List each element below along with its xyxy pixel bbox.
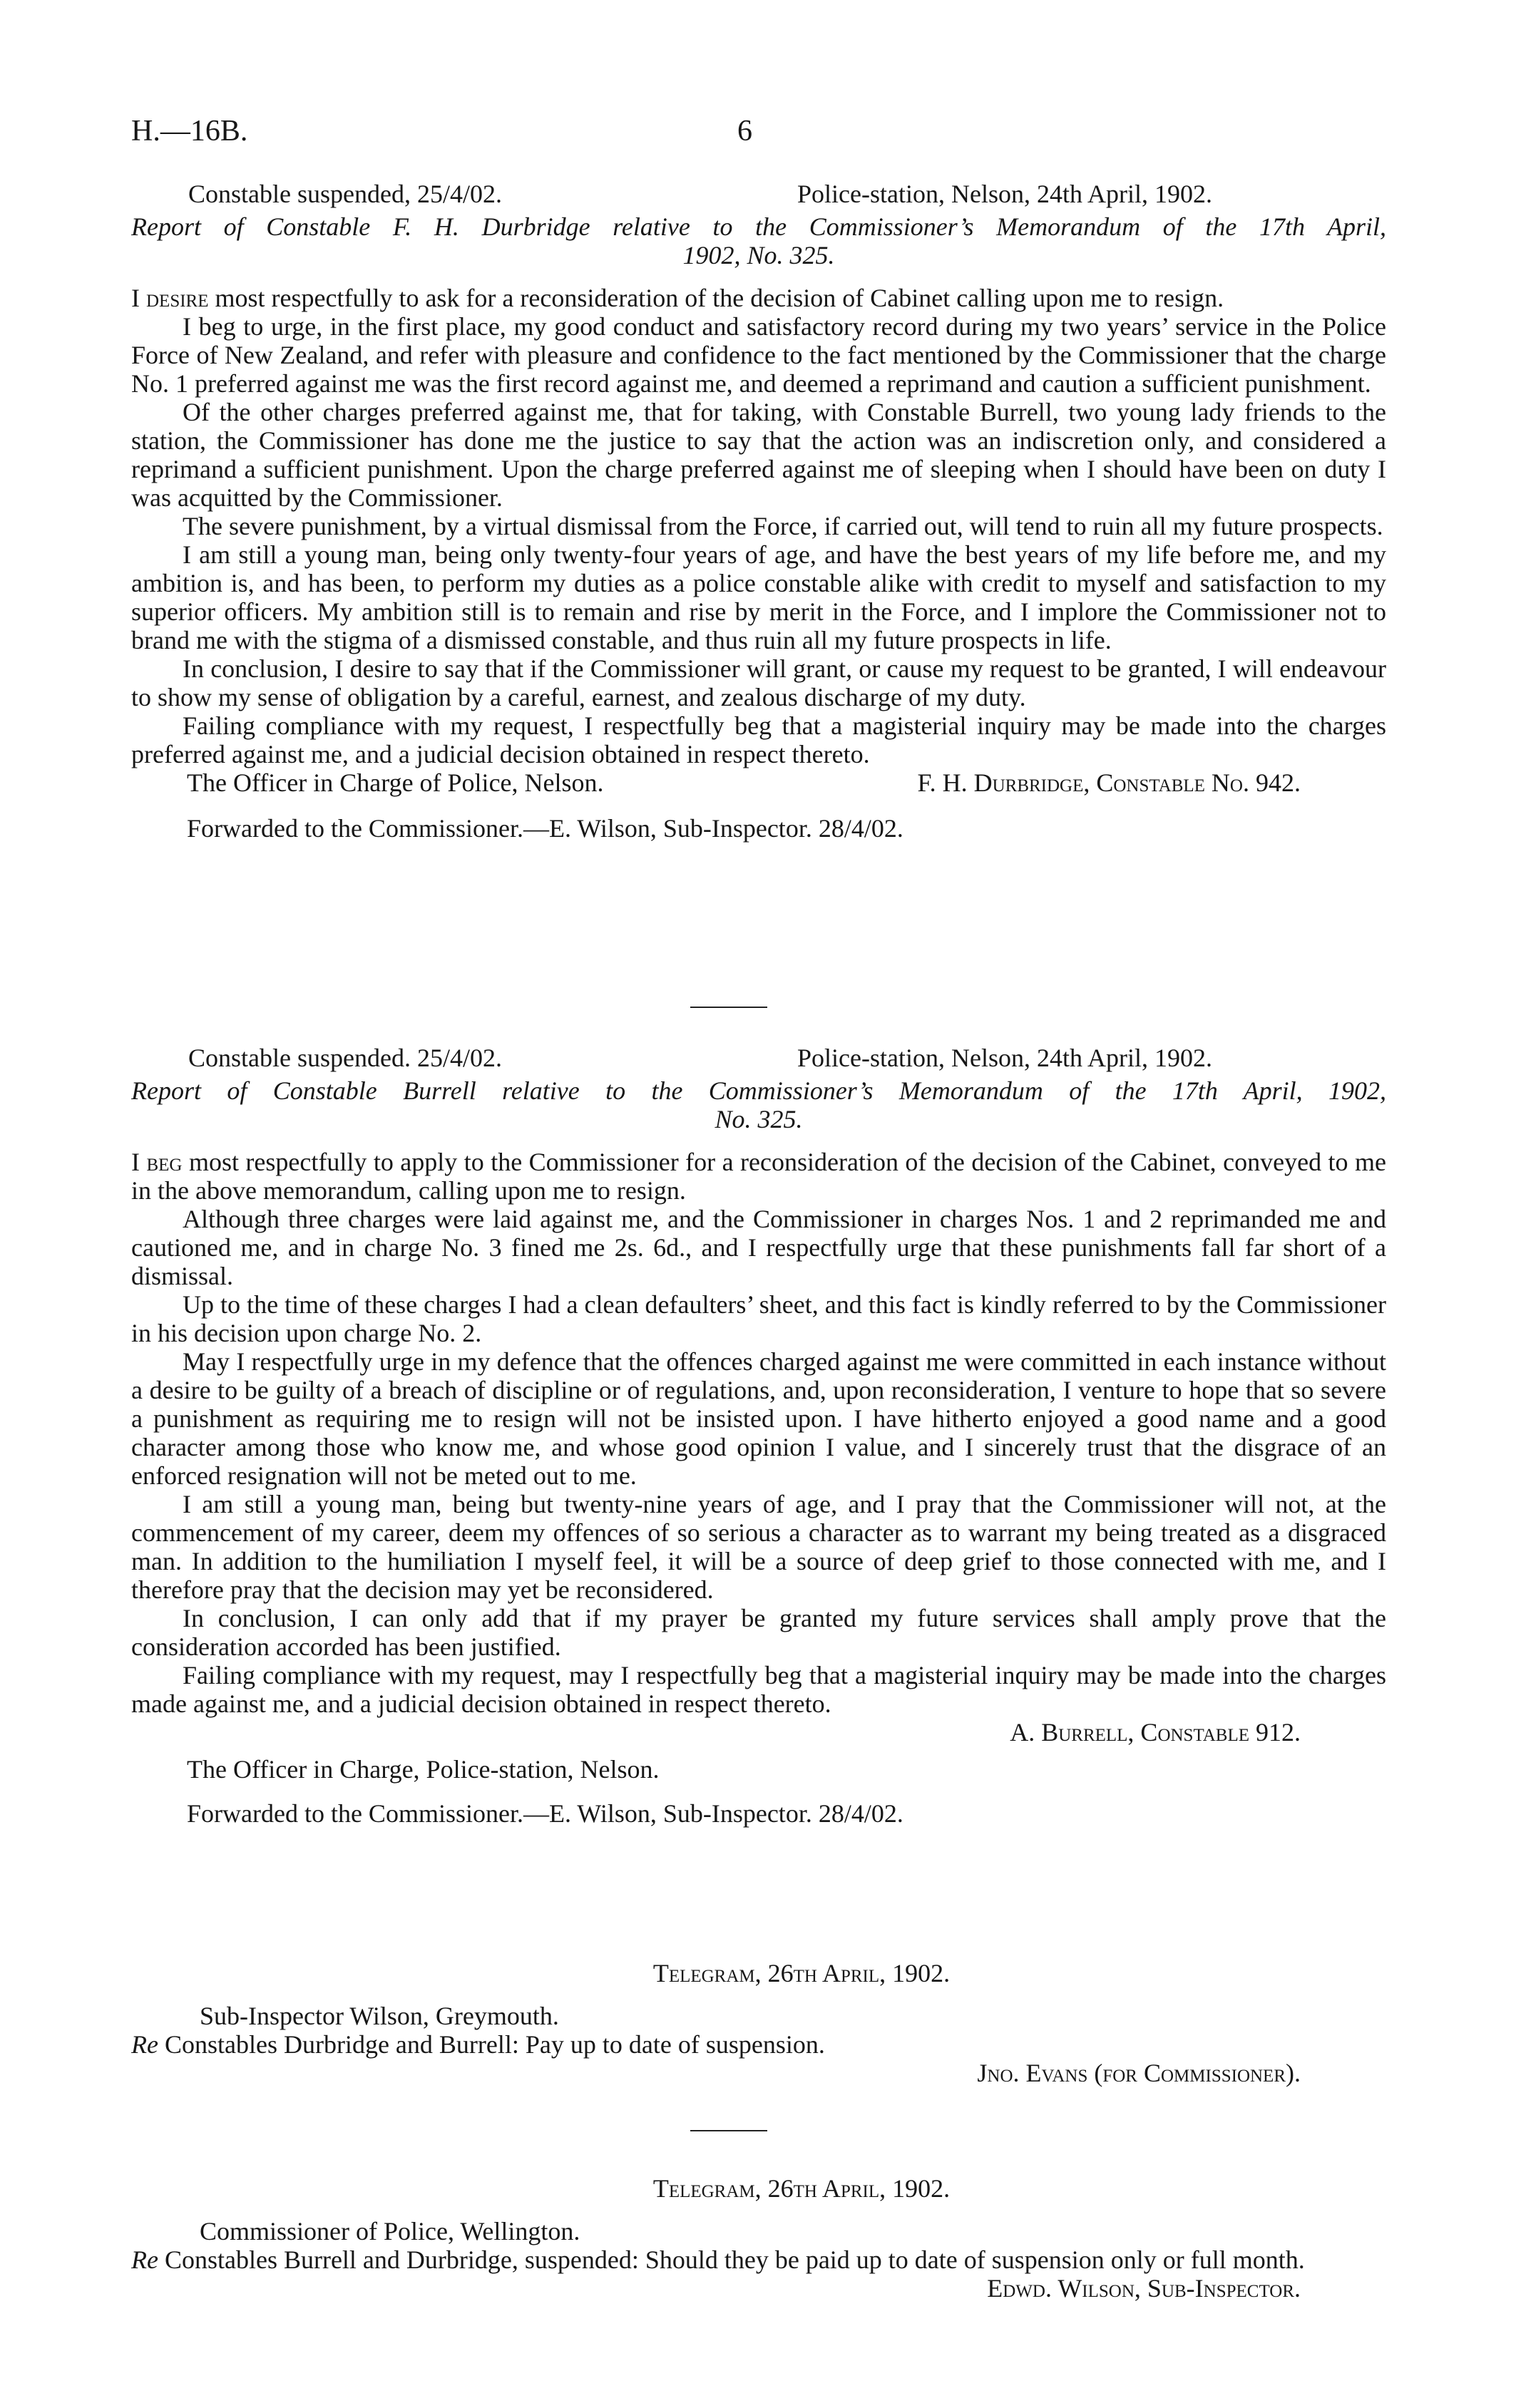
paragraph: I beg to urge, in the first place, my good conduct and satisfactory record during my two years’ service in the Police Force of New Zealand, and refer with pleasure and confidence to the fact mentioned by the Commissioner that the charge No. 1 preferred against me was the first record against me, and deemed a reprimand and caution a sufficient punishment. — [131, 312, 1386, 398]
page-number: 6 — [737, 115, 752, 148]
addressee: The Officer in Charge, Police-station, Nelson. — [187, 1755, 660, 1784]
telegram-recipient: Commissioner of Police, Wellington. — [200, 2217, 580, 2245]
telegram-heading: Telegram, 26th April, 1902. — [652, 1959, 951, 1987]
paragraph: In conclusion, I can only add that if my prayer be granted my future services shall amply prove that the consideration accorded has been justified. — [131, 1604, 1386, 1661]
section-divider — [690, 1007, 767, 1008]
signature: A. Burrell, Constable 912. — [1010, 1718, 1301, 1746]
paragraph: I beg most respectfully to apply to the Commissioner for a reconsideration of the decision of the Cabinet, conveyed to me in the above memorandum, calling upon me to resign. — [131, 1148, 1386, 1205]
telegram-signature: Edwd. Wilson, Sub-Inspector. — [987, 2274, 1301, 2302]
signature-row — [131, 768, 1386, 798]
paragraph: Of the other charges preferred against me, that for taking, with Constable Burrell, two young lady friends to the station, the Commissioner has done me the justice to say that the action was an indiscretion only, and considered a reprimand a sufficient punishment. Upon the charge preferred against me of sleeping when I should have been on duty I was acquitted by the Commissioner. — [131, 398, 1386, 512]
place-date: Police-station, Nelson, 24th April, 1902. — [797, 1044, 1212, 1072]
durbridge-report — [131, 180, 1386, 843]
suspension-note: Constable suspended, 25/4/02. — [188, 180, 502, 208]
report-title: Report of Constable Burrell relative to the Commissioner’s Memorandum of the 17th April, 1902, No. 325. — [131, 1076, 1386, 1133]
addressee: The Officer in Charge of Police, Nelson. — [187, 768, 604, 797]
paragraph: I am still a young man, being but twenty-nine years of age, and I pray that the Commissioner will not, at the commencement of my career, deem my offences of so serious a character as to warrant my being treated as a disgraced man. In addition to the humiliation I myself feel, it will be a source of deep grief to those connected with me, and I therefore pray that the decision may yet be reconsidered. — [131, 1490, 1386, 1604]
paragraph: The severe punishment, by a virtual dismissal from the Force, if carried out, will tend to ruin all my future prospects. — [183, 512, 1383, 540]
signature: F. H. Durbridge, Constable No. 942. — [917, 768, 1301, 797]
place-date: Police-station, Nelson, 24th April, 1902. — [797, 180, 1212, 208]
paragraph: I am still a young man, being only twenty-four years of age, and have the best years of my life before me, and my ambition is, and has been, to perform my duties as a police constable alike with credit to myself and satisfaction to my superior officers. My ambition still is to remain and rise by merit in the Force, and I implore the Commissioner not to brand me with the stigma of a dismissed constable, and thus ruin all my future prospects in life. — [131, 540, 1386, 654]
document-reference: H.—16B. — [131, 115, 248, 148]
paragraph: Failing compliance with my request, I respectfully beg that a magisterial inquiry may be made into the charges preferred against me, and a judicial decision obtained in respect thereto. — [131, 711, 1386, 768]
telegram-body: Re Constables Durbridge and Burrell: Pay up to date of suspension. — [131, 2030, 825, 2059]
forwarded-note: Forwarded to the Commissioner.—E. Wilson, Sub-Inspector. 28/4/02. — [187, 814, 903, 843]
burrell-report — [131, 1044, 1386, 1828]
paragraph: Although three charges were laid against me, and the Commissioner in charges Nos. 1 and 2 reprimanded me and cautioned me, and in charge No. 3 fined me 2s. 6d., and I respectfully urge that these punishments fall far short of a dismissal. — [131, 1205, 1386, 1290]
report-meta — [131, 1044, 1386, 1074]
telegram-heading: Telegram, 26th April, 1902. — [652, 2174, 951, 2203]
report-title: Report of Constable F. H. Durbridge relative to the Commissioner’s Memorandum of the 17th April, 1902, No. 325. — [131, 212, 1386, 269]
telegram-recipient: Sub-Inspector Wilson, Greymouth. — [200, 2002, 559, 2030]
telegram-body: Re Constables Burrell and Durbridge, suspended: Should they be paid up to date of suspension only or full month. — [131, 2245, 1305, 2274]
suspension-note: Constable suspended. 25/4/02. — [188, 1044, 502, 1072]
report-meta — [131, 180, 1386, 210]
page-header — [131, 117, 1386, 153]
paragraph: Up to the time of these charges I had a clean defaulters’ sheet, and this fact is kindly referred to by the Commissioner in his decision upon charge No. 2. — [131, 1290, 1386, 1347]
paragraph: I desire most respectfully to ask for a reconsideration of the decision of Cabinet calling upon me to resign. — [131, 284, 1224, 312]
forwarded-note: Forwarded to the Commissioner.—E. Wilson, Sub-Inspector. 28/4/02. — [187, 1799, 903, 1828]
telegram-one — [131, 1959, 1386, 2087]
paragraph: In conclusion, I desire to say that if the Commissioner will grant, or cause my request to be granted, I will endeavour to show my sense of obligation by a careful, earnest, and zealous discharge of my duty. — [131, 654, 1386, 711]
section-divider — [690, 2130, 767, 2131]
paragraph: Failing compliance with my request, may I respectfully beg that a magisterial inquiry may be made into the charges made against me, and a judicial decision obtained in respect thereto. — [131, 1661, 1386, 1718]
telegram-signature: Jno. Evans (for Commissioner). — [977, 2059, 1301, 2087]
telegram-two — [131, 2174, 1386, 2302]
paragraph: May I respectfully urge in my defence that the offences charged against me were committed in each instance without a desire to be guilty of a breach of discipline or of regulations, and, upon reconsideration, I venture to hope that so severe a punishment as requiring me to resign will not be insisted upon. I have hitherto enjoyed a good name and a good character among those who know me, and whose good opinion I value, and I sincerely trust that the disgrace of an enforced resignation will not be meted out to me. — [131, 1347, 1386, 1490]
